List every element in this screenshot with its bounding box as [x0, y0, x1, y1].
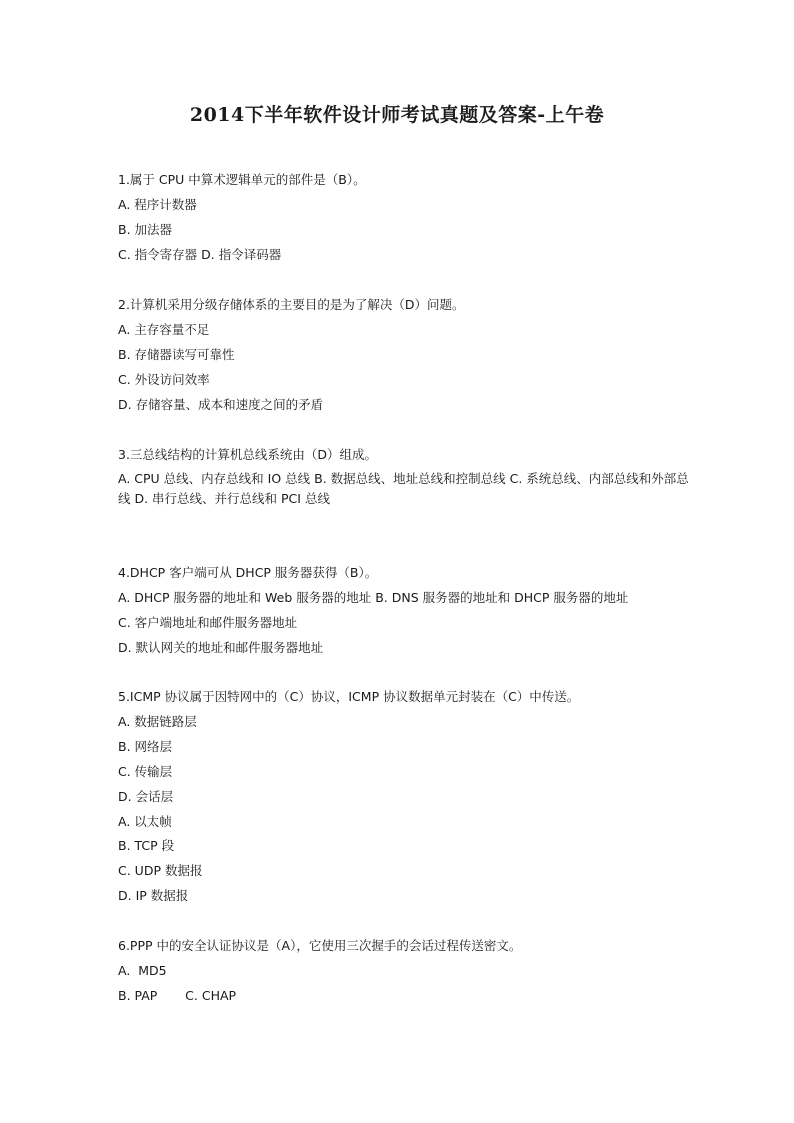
question-5-stem: 5.ICMP 协议属于因特网中的（C）协议，ICMP 协议数据单元封装在（C）中传送。 [118, 689, 580, 704]
question-1-option: A. 程序计数器 [118, 197, 197, 212]
question-5-option: B. 网络层 [118, 739, 173, 754]
question-6-stem: 6.PPP 中的安全认证协议是（A），它使用三次握手的会话过程传送密文。 [118, 938, 522, 953]
question-2-option: A. 主存容量不足 [118, 322, 210, 337]
question-5-option: A. 数据链路层 [118, 714, 197, 729]
question-6-option: B. PAP C. CHAP [118, 988, 237, 1003]
question-5-option: C. UDP 数据报 [118, 863, 203, 878]
question-2-stem: 2.计算机采用分级存储体系的主要目的是为了解决（D）问题。 [118, 297, 465, 312]
question-6-option: A. MD5 [118, 963, 167, 978]
question-4-option: A. DHCP 服务器的地址和 Web 服务器的地址 B. DNS 服务器的地址和 DHCP 服务器的地址 [118, 590, 629, 605]
question-4-option: C. 客户端地址和邮件服务器地址 [118, 615, 298, 630]
question-5-option: A. 以太帧 [118, 814, 172, 829]
question-5-option: B. TCP 段 [118, 838, 175, 853]
question-3-stem: 3.三总线结构的计算机总线系统由（D）组成。 [118, 447, 378, 462]
question-2-option: B. 存储器读写可靠性 [118, 347, 235, 362]
question-5-option: D. 会话层 [118, 789, 174, 804]
question-1-option: C. 指令寄存器 D. 指令译码器 [118, 247, 282, 262]
question-3-options: A. CPU 总线、内存总线和 IO 总线 B. 数据总线、地址总线和控制总线 C. 系统总线、内部总线和外部总线 D. 串行总线、并行总线和 PCI 总线 [118, 471, 689, 506]
question-4-option: D. 默认网关的地址和邮件服务器地址 [118, 640, 324, 655]
question-2-option: C. 外设访问效率 [118, 372, 210, 387]
question-5-option: C. 传输层 [118, 764, 173, 779]
question-1-option: B. 加法器 [118, 222, 173, 237]
question-5-option: D. IP 数据报 [118, 888, 189, 903]
question-4-stem: 4.DHCP 客户端可从 DHCP 服务器获得（B）。 [118, 565, 378, 580]
question-1-stem: 1.属于 CPU 中算术逻辑单元的部件是（B）。 [118, 172, 366, 187]
document-title: 2014下半年软件设计师考试真题及答案-上午卷 [189, 104, 605, 126]
question-2-option: D. 存储容量、成本和速度之间的矛盾 [118, 397, 324, 412]
